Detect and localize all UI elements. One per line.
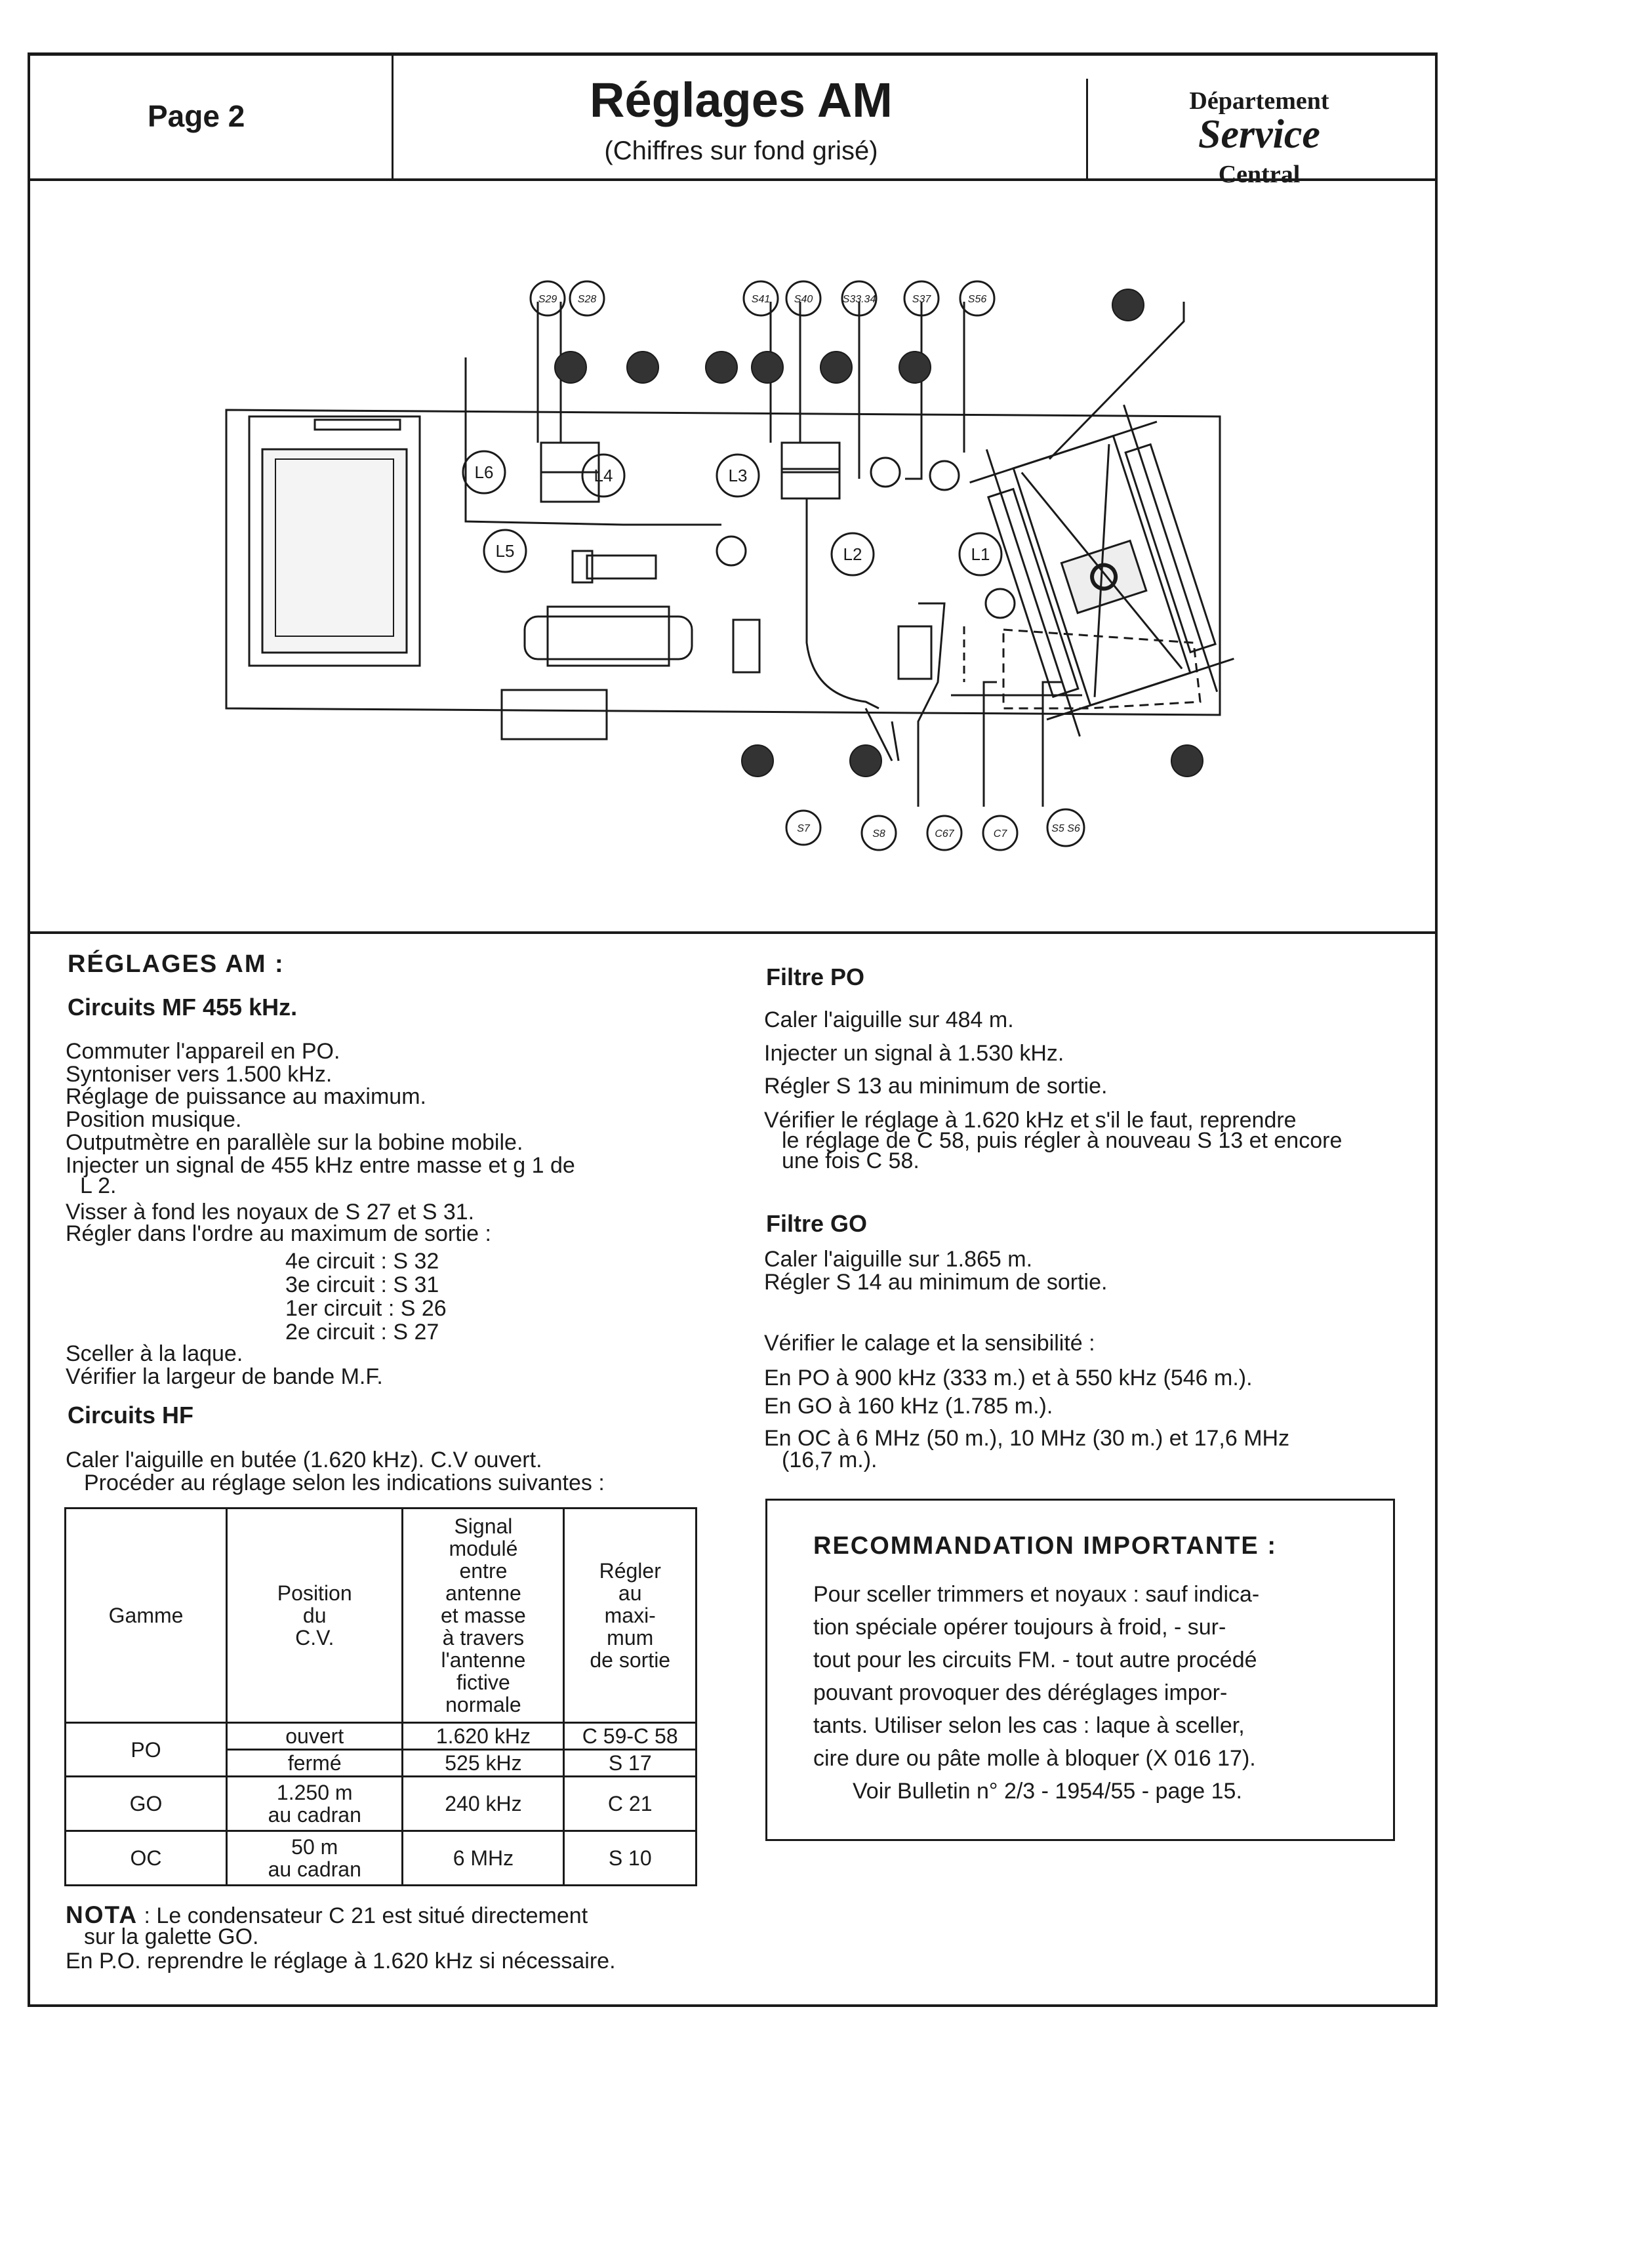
- po-line: une fois C 58.: [782, 1148, 920, 1173]
- go-line: Caler l'aiguille sur 1.865 m.: [764, 1247, 1033, 1272]
- reco-line: tout pour les circuits FM. - tout autre procédé: [813, 1648, 1257, 1672]
- page-subtitle: (Chiffres sur fond grisé): [604, 136, 878, 165]
- reco-line: tion spéciale opérer toujours à froid, - sur-: [813, 1615, 1226, 1640]
- heading-filtre-go: Filtre GO: [766, 1210, 868, 1237]
- cell-position: ouvert: [227, 1723, 403, 1750]
- header-line: à travers: [442, 1626, 525, 1650]
- service-logo: Service: [1198, 112, 1320, 157]
- circuit-order-item: 4e circuit : S 32: [285, 1249, 439, 1274]
- diagram-divider: [28, 931, 1438, 934]
- label-s56: S56: [967, 294, 987, 305]
- label-s5s6: S5 S6: [1051, 823, 1080, 834]
- header-line: l'antenne: [441, 1648, 526, 1672]
- header-line: maxi-: [604, 1604, 656, 1627]
- coil-l2: L2: [843, 544, 862, 564]
- nota-line: sur la galette GO.: [84, 1924, 259, 1949]
- circuit-order-item: 2e circuit : S 27: [285, 1320, 439, 1345]
- department-label: Département: [1189, 87, 1329, 115]
- label-s28: S28: [577, 294, 597, 305]
- check-line: Vérifier le calage et la sensibilité :: [764, 1331, 1095, 1356]
- po-line: Injecter un signal à 1.530 kHz.: [764, 1041, 1064, 1066]
- header-line: du: [302, 1604, 327, 1627]
- check-line: (16,7 m.).: [782, 1448, 878, 1472]
- po-line: Vérifier le réglage à 1.620 kHz et s'il le faut, reprendre: [764, 1108, 1297, 1133]
- header-line: antenne: [445, 1581, 521, 1605]
- coil-l6: L6: [474, 462, 494, 482]
- cell-regler: S 17: [564, 1750, 697, 1777]
- mf-line: Visser à fond les noyaux de S 27 et S 31.: [66, 1200, 475, 1225]
- mf-line: Position musique.: [66, 1107, 242, 1132]
- heading-filtre-po: Filtre PO: [766, 963, 865, 990]
- header-line: Position: [277, 1581, 352, 1605]
- position-line: 1.250 m: [276, 1781, 353, 1804]
- position-line: au cadran: [268, 1803, 361, 1827]
- mf-line: Outputmètre en parallèle sur la bobine mobile.: [66, 1130, 523, 1155]
- recommendation-body: [813, 1578, 1358, 1808]
- circuit-order-item: 1er circuit : S 26: [285, 1296, 447, 1321]
- label-c7: C7: [993, 828, 1007, 840]
- header-line: et masse: [441, 1604, 526, 1627]
- po-line: le réglage de C 58, puis régler à nouveau S 13 et encore: [782, 1128, 1343, 1153]
- heading-circuits-hf: Circuits HF: [68, 1402, 194, 1428]
- check-line: En GO à 160 kHz (1.785 m.).: [764, 1394, 1053, 1419]
- table-row: [66, 1831, 697, 1886]
- cell-signal: 525 kHz: [403, 1750, 564, 1777]
- cell-gamme: PO: [66, 1723, 227, 1777]
- label-s7: S7: [797, 823, 810, 834]
- recommendation-box: [765, 1499, 1395, 1841]
- header-line: entre: [459, 1559, 508, 1583]
- table-header-row: [66, 1509, 697, 1723]
- label-s40: S40: [794, 294, 813, 305]
- table-row: [66, 1723, 697, 1750]
- nota-line: : Le condensateur C 21 est situé directement: [144, 1903, 588, 1928]
- mf-line: Régler dans l'ordre au maximum de sortie :: [66, 1221, 491, 1246]
- label-c67: C67: [935, 828, 954, 840]
- adjustment-table: [64, 1507, 697, 1886]
- cell-regler: C 59-C 58: [564, 1723, 697, 1750]
- go-line: Régler S 14 au minimum de sortie.: [764, 1270, 1108, 1295]
- header-line: C.V.: [295, 1626, 334, 1650]
- hf-line: Procéder au réglage selon les indications suivantes :: [84, 1470, 605, 1495]
- nota-label: NOTA: [66, 1901, 138, 1928]
- mf-line: Réglage de puissance au maximum.: [66, 1084, 426, 1109]
- reco-line: pouvant provoquer des déréglages impor-: [813, 1680, 1228, 1705]
- mf-end-line: Sceller à la laque.: [66, 1341, 243, 1366]
- po-line: Régler S 13 au minimum de sortie.: [764, 1074, 1108, 1099]
- mf-line: Commuter l'appareil en PO.: [66, 1039, 340, 1064]
- cell-position: [227, 1777, 403, 1831]
- coil-l3: L3: [728, 466, 748, 485]
- table-header-cell: [227, 1509, 403, 1723]
- table-header-cell: [403, 1509, 564, 1723]
- cell-position: fermé: [227, 1750, 403, 1777]
- reco-line: Voir Bulletin n° 2/3 - 1954/55 - page 15.: [853, 1779, 1242, 1804]
- header-line: fictive: [456, 1671, 510, 1694]
- page-number: Page 2: [148, 99, 245, 133]
- header-line: au: [618, 1581, 642, 1605]
- heading-circuits-mf: Circuits MF 455 kHz.: [68, 994, 298, 1021]
- reco-line: Pour sceller trimmers et noyaux : sauf indica-: [813, 1582, 1260, 1607]
- position-line: au cadran: [268, 1857, 361, 1881]
- coil-l4: L4: [594, 466, 613, 485]
- label-s3334: S33.34: [842, 294, 876, 305]
- cell-signal: 1.620 kHz: [403, 1723, 564, 1750]
- cell-regler: C 21: [564, 1777, 697, 1831]
- mf-line: Syntoniser vers 1.500 kHz.: [66, 1062, 333, 1087]
- cell-signal: 6 MHz: [403, 1831, 564, 1886]
- header-line: de sortie: [590, 1648, 671, 1672]
- label-s29: S29: [538, 294, 557, 305]
- header-line: Régler: [599, 1559, 661, 1583]
- cell-gamme: OC: [66, 1831, 227, 1886]
- check-line: En OC à 6 MHz (50 m.), 10 MHz (30 m.) et 17,6 MHz: [764, 1426, 1290, 1451]
- cell-regler: S 10: [564, 1831, 697, 1886]
- label-s41: S41: [751, 294, 771, 305]
- chassis-diagram: [197, 262, 1312, 885]
- mf-line: L 2.: [80, 1173, 117, 1198]
- label-s8: S8: [872, 828, 885, 840]
- coil-l1: L1: [971, 544, 990, 564]
- table-header-cell: [564, 1509, 697, 1723]
- cell-gamme: GO: [66, 1777, 227, 1831]
- recommendation-title: RECOMMANDATION IMPORTANTE :: [813, 1532, 1277, 1560]
- reco-line: tants. Utiliser selon les cas : laque à sceller,: [813, 1713, 1245, 1738]
- cell-signal: 240 kHz: [403, 1777, 564, 1831]
- check-line: En PO à 900 kHz (333 m.) et à 550 kHz (546 m.).: [764, 1366, 1253, 1390]
- table-row: [66, 1777, 697, 1831]
- circuit-order-item: 3e circuit : S 31: [285, 1272, 439, 1297]
- mf-line: Injecter un signal de 455 kHz entre masse et g 1 de: [66, 1153, 575, 1178]
- reco-line: cire dure ou pâte molle à bloquer (X 016 17).: [813, 1746, 1256, 1771]
- header-line: normale: [445, 1693, 521, 1716]
- header-line: Signal: [454, 1514, 513, 1538]
- header-line: mum: [607, 1626, 654, 1650]
- coil-l5: L5: [495, 541, 515, 561]
- page-title: Réglages AM: [590, 73, 893, 127]
- cell-position: [227, 1831, 403, 1886]
- label-s37: S37: [912, 294, 931, 305]
- section-heading-reglages: RÉGLAGES AM :: [68, 950, 285, 978]
- position-line: 50 m: [291, 1835, 338, 1859]
- hf-line: Caler l'aiguille en butée (1.620 kHz). C.V ouvert.: [66, 1448, 542, 1472]
- header-line: modulé: [449, 1537, 518, 1560]
- nota-line: En P.O. reprendre le réglage à 1.620 kHz si nécessaire.: [66, 1949, 616, 1974]
- po-line: Caler l'aiguille sur 484 m.: [764, 1007, 1014, 1032]
- table-header-cell: Gamme: [66, 1509, 227, 1723]
- central-label: Central: [1218, 161, 1301, 188]
- mf-end-line: Vérifier la largeur de bande M.F.: [66, 1364, 383, 1389]
